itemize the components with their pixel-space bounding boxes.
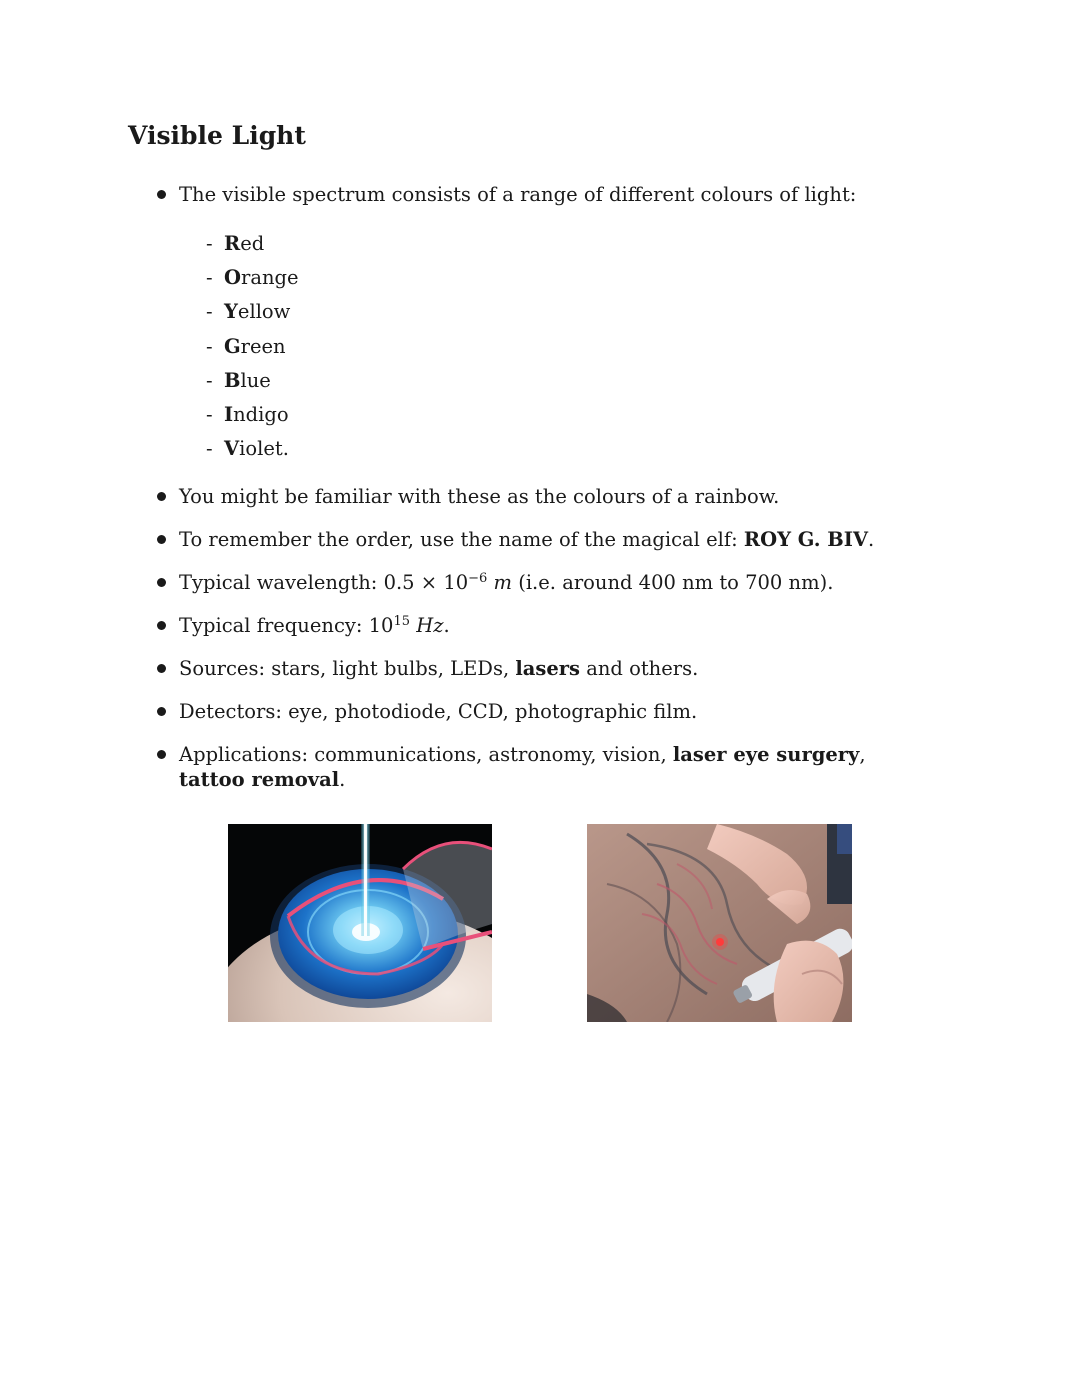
list-item-sources (155, 656, 915, 681)
frequency-unit: Hz (416, 614, 444, 637)
colour-list (206, 229, 299, 468)
bullet-dot (157, 190, 166, 199)
bullet-dot (157, 664, 166, 673)
page-title: Visible Light (128, 121, 306, 150)
applications-text: Applications: communications, astronomy, vision, laser eye surgery, tattoo removal. (179, 743, 866, 791)
bullet-dot (157, 621, 166, 630)
rainbow-text: You might be familiar with these as the colours of a rainbow. (179, 485, 780, 508)
list-item-applications (155, 742, 915, 792)
colour-item: - Blue (206, 368, 271, 392)
bullet-dot (157, 492, 166, 501)
colour-item: - Indigo (206, 402, 289, 426)
sources-bold: lasers (515, 657, 581, 680)
list-item-wavelength (155, 570, 915, 595)
colour-item: - Violet. (206, 437, 289, 461)
list-item-mnemonic (155, 527, 915, 552)
applications-bold-1: laser eye surgery (672, 743, 860, 766)
sources-text: Sources: stars, light bulbs, LEDs, lasers and others. (179, 657, 699, 680)
frequency-exponent: 15 (393, 614, 411, 629)
list-item-frequency (155, 613, 915, 638)
colour-item: - Green (206, 334, 286, 358)
bullet-dot (157, 535, 166, 544)
intro-text: The visible spectrum consists of a range of different colours of light: (179, 183, 857, 206)
tattoo-removal-image (587, 824, 852, 1022)
mnemonic-bold: ROY G. BIV (743, 528, 869, 551)
list-item-rainbow (155, 484, 915, 509)
applications-bold-2: tattoo removal (179, 768, 340, 791)
detectors-text: Detectors: eye, photodiode, CCD, photographic film. (179, 700, 698, 723)
laser-eye-surgery-image (228, 824, 492, 1022)
colour-item: - Red (206, 232, 265, 255)
wavelength-unit: m (493, 571, 513, 594)
bullet-dot (157, 578, 166, 587)
colour-item: - Yellow (206, 300, 291, 324)
list-item-intro (155, 182, 915, 207)
wavelength-text: Typical wavelength: $0.5 \times 10^{-6}$ m (i.e. around 400 nm to 700 nm). (179, 571, 834, 594)
frequency-text: Typical frequency: $10^{15}$ Hz. (179, 614, 450, 637)
wavelength-exponent: −6 (468, 571, 488, 586)
mnemonic-text: To remember the order, use the name of the magical elf: ROY G. BIV. (179, 528, 875, 551)
list-item-detectors (155, 699, 915, 724)
colour-item: - Orange (206, 266, 299, 290)
bullet-dot (157, 707, 166, 716)
bullet-dot (157, 750, 166, 759)
